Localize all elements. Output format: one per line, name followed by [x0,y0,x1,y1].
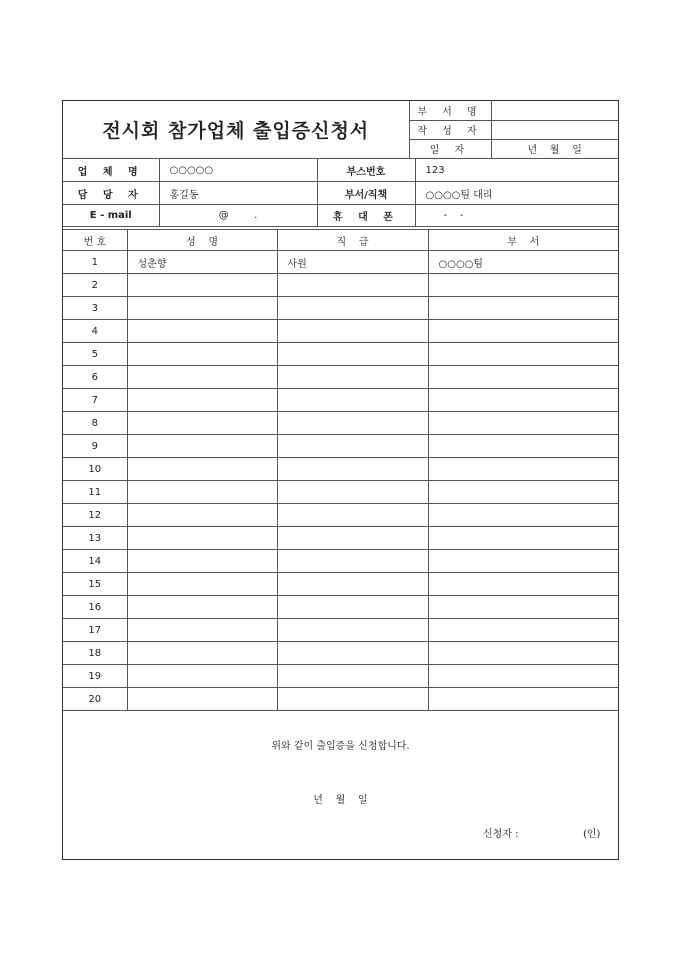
department-cell[interactable] [428,481,618,504]
table-row [63,389,618,412]
department-cell[interactable] [428,458,618,481]
rank-cell[interactable] [277,366,428,389]
table-row [63,458,618,481]
department-cell[interactable] [428,665,618,688]
name-cell[interactable]: 성춘향 [127,251,277,274]
name-cell[interactable] [127,297,277,320]
rank-cell[interactable] [277,550,428,573]
writer-label: 작 성 자 [409,120,491,139]
name-cell[interactable] [127,573,277,596]
table-row [63,665,618,688]
department-cell[interactable] [428,274,618,297]
footer-section [63,714,618,859]
row-number: 13 [63,527,127,550]
email-label: E - mail [63,205,159,227]
name-cell[interactable] [127,550,277,573]
table-row [63,688,618,711]
row-number: 1 [63,251,127,274]
name-cell[interactable] [127,619,277,642]
row-number: 3 [63,297,127,320]
date-field[interactable]: 년 월 일 [491,139,618,158]
rank-cell[interactable] [277,642,428,665]
department-cell[interactable] [428,504,618,527]
name-cell[interactable] [127,527,277,550]
booth-number-label: 부스번호 [317,159,415,182]
row-number: 10 [63,458,127,481]
row-number: 17 [63,619,127,642]
attendee-header-row [63,230,618,251]
department-cell[interactable] [428,366,618,389]
row-number: 6 [63,366,127,389]
row-number: 16 [63,596,127,619]
row-number: 11 [63,481,127,504]
dept-position-label: 부서/직책 [317,182,415,205]
table-row [63,297,618,320]
department-cell[interactable] [428,343,618,366]
manager-field[interactable]: 홍길동 [159,182,317,205]
name-cell[interactable] [127,642,277,665]
table-row [63,504,618,527]
table-row [63,481,618,504]
row-number: 20 [63,688,127,711]
row-number: 4 [63,320,127,343]
rank-cell[interactable] [277,619,428,642]
table-row [63,366,618,389]
row-number: 7 [63,389,127,412]
row-number: 15 [63,573,127,596]
department-cell[interactable] [428,435,618,458]
header-name: 성 명 [127,230,277,251]
department-cell[interactable] [428,389,618,412]
rank-cell[interactable] [277,274,428,297]
footer-statement: 위와 같이 출입증을 신청합니다. [271,741,410,752]
name-cell[interactable] [127,504,277,527]
company-name-label: 업 체 명 [63,159,159,182]
rank-cell[interactable] [277,389,428,412]
rank-cell[interactable] [277,481,428,504]
dept-position-field[interactable]: ○○○○팀 대리 [415,182,618,205]
department-cell[interactable] [428,550,618,573]
page-title: 전시회 참가업체 출입증신청서 [63,101,409,158]
department-cell[interactable] [428,688,618,711]
table-row [63,642,618,665]
name-cell[interactable] [127,458,277,481]
table-row [63,619,618,642]
dept-name-field[interactable] [491,101,618,120]
department-cell[interactable] [428,527,618,550]
rank-cell[interactable] [277,458,428,481]
department-cell[interactable] [428,573,618,596]
department-cell[interactable] [428,619,618,642]
header-rank: 직 급 [277,230,428,251]
rank-cell[interactable]: 사원 [277,251,428,274]
rank-cell[interactable] [277,412,428,435]
name-cell[interactable] [127,366,277,389]
rank-cell[interactable] [277,527,428,550]
row-number: 8 [63,412,127,435]
row-number: 14 [63,550,127,573]
department-cell[interactable]: ○○○○팀 [428,251,618,274]
attendee-table [63,229,618,711]
footer-date[interactable]: 년 월 일 [313,795,368,806]
manager-label: 담 당 자 [63,182,159,205]
rank-cell[interactable] [277,665,428,688]
rank-cell[interactable] [277,688,428,711]
table-row [63,573,618,596]
rank-cell[interactable] [277,573,428,596]
table-row [63,596,618,619]
row-number: 12 [63,504,127,527]
name-cell[interactable] [127,688,277,711]
name-cell[interactable] [127,320,277,343]
rank-cell[interactable] [277,343,428,366]
department-cell[interactable] [428,412,618,435]
rank-cell[interactable] [277,435,428,458]
date-label: 일 자 [409,139,491,158]
header-number: 번 호 [63,230,127,251]
department-cell[interactable] [428,297,618,320]
row-number: 19 [63,665,127,688]
table-row [63,320,618,343]
row-number: 2 [63,274,127,297]
applicant-label: 신청자 : [483,829,519,840]
phone-label: 휴 대 폰 [317,205,415,227]
rank-cell[interactable] [277,297,428,320]
department-cell[interactable] [428,596,618,619]
dept-name-label: 부 서 명 [409,101,491,120]
booth-number-field[interactable]: 123 [415,159,618,182]
name-cell[interactable] [127,596,277,619]
name-cell[interactable] [127,665,277,688]
table-row [63,527,618,550]
writer-field[interactable] [491,120,618,139]
table-row [63,251,618,274]
phone-field[interactable]: - - [415,205,618,227]
table-row [63,435,618,458]
table-row [63,343,618,366]
header-table [63,101,618,159]
rank-cell[interactable] [277,320,428,343]
table-row [63,412,618,435]
rank-cell[interactable] [277,596,428,619]
name-cell[interactable] [127,343,277,366]
name-cell[interactable] [127,481,277,504]
company-info-table [63,158,618,227]
department-cell[interactable] [428,320,618,343]
seal-label[interactable]: (인) [583,829,601,840]
name-cell[interactable] [127,389,277,412]
email-field[interactable]: @ . [159,205,317,227]
name-cell[interactable] [127,274,277,297]
row-number: 18 [63,642,127,665]
table-row [63,274,618,297]
name-cell[interactable] [127,412,277,435]
company-name-field[interactable]: ○○○○○ [159,159,317,182]
department-cell[interactable] [428,642,618,665]
row-number: 5 [63,343,127,366]
name-cell[interactable] [127,435,277,458]
header-department: 부 서 [428,230,618,251]
row-number: 9 [63,435,127,458]
application-form [62,100,619,860]
table-row [63,550,618,573]
rank-cell[interactable] [277,504,428,527]
